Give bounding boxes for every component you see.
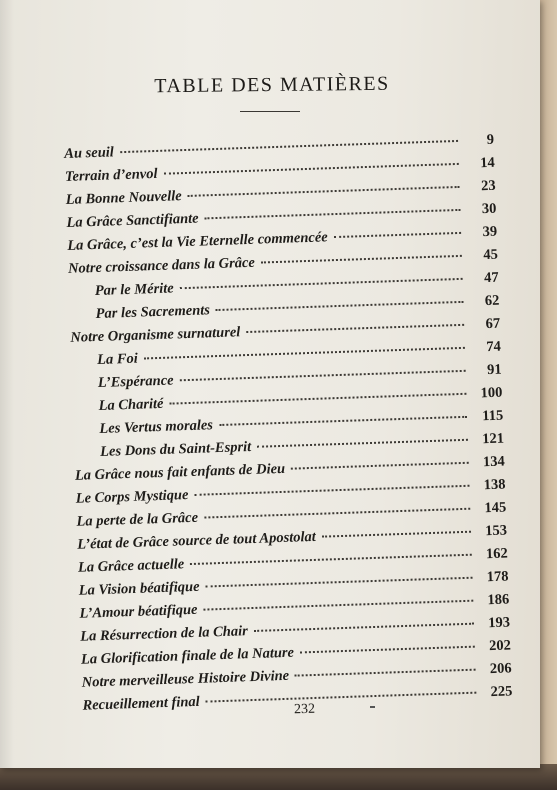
toc-entry-page: 67 [485,315,501,333]
dot-leader [261,255,462,264]
toc-entry-page: 47 [483,269,499,287]
dot-leader [120,140,458,153]
page-title: TABLE DES MATIÈRES [154,72,390,98]
toc-entry-page: 30 [481,200,497,218]
toc-entry-title: La perte de la Grâce [76,509,199,530]
toc-entry-title: Par les Sacrements [95,302,211,323]
dot-leader [254,623,474,632]
toc-entry-title: La Charité [98,395,164,414]
toc-entry-page: 145 [484,499,507,517]
dot-leader [190,554,472,565]
dot-leader [295,669,476,677]
dot-leader [322,531,471,538]
toc-entry-title: Recueillement final [82,693,200,714]
toc-entry-page: 202 [488,637,512,655]
toc-entry-title: La Foi [96,350,139,369]
dot-leader [205,577,472,588]
dot-leader [246,324,464,333]
toc-entry-title: La Bonne Nouvelle [65,188,182,208]
toc-entry-page: 45 [483,246,499,264]
toc-entry-title: Les Vertus morales [99,417,214,437]
toc-entry-page: 225 [490,683,513,701]
toc-entry-title: La Grâce nous fait enfants de Dieu [74,460,286,484]
toc-entry-page: 9 [486,131,495,148]
toc-entry-title: La Grâce Sanctifiante [66,210,199,231]
speck [370,706,375,708]
dot-leader [219,416,467,426]
toc-entry-page: 206 [489,660,512,678]
toc-entry-title: Les Dons du Saint-Esprit [99,438,252,460]
toc-entry-title: Notre merveilleuse Histoire Divine [81,667,290,691]
toc-entry-page: 193 [488,614,511,632]
dot-leader [169,393,466,405]
toc-entry-page: 74 [486,338,502,356]
toc-entry-page: 62 [484,292,500,310]
toc-entry-title: Terrain d’envol [64,165,158,185]
dot-leader [257,439,468,448]
dot-leader [163,163,458,175]
toc-entry-page: 100 [480,384,503,402]
toc-entry-title: Notre croissance dans la Grâce [67,254,256,277]
page-number: 232 [293,701,316,718]
toc-entry-title: Par le Mérite [94,280,174,300]
dot-leader [206,692,477,703]
dot-leader [144,347,465,360]
toc-entry-page: 138 [483,476,506,494]
toc-entry-title: La Grâce actuelle [77,556,185,576]
toc-entry-page: 186 [487,591,510,609]
toc-entry-page: 23 [480,177,496,195]
title-rule [240,111,300,112]
toc-entry-title: Le Corps Mystique [75,487,189,507]
toc-entry-title: Notre Organisme surnaturel [70,324,241,346]
dot-leader [216,301,464,311]
page-gutter-shadow [0,0,14,768]
dot-leader [194,485,469,496]
table-of-contents [64,132,513,721]
toc-entry-title: La Résurrection de la Chair [80,623,249,645]
toc-entry-title: La Glorification finale de la Nature [80,644,295,668]
dot-leader [204,508,470,519]
toc-entry-page: 162 [485,545,509,563]
dot-leader [180,278,463,289]
dot-leader [205,209,461,219]
toc-entry-page: 115 [481,407,504,425]
toc-entry-title: La Vision béatifique [78,578,200,599]
dot-leader [300,646,475,654]
toc-entry-title: La Grâce, c’est la Vie Eternelle commencée [67,229,328,254]
dot-leader [188,186,460,197]
dot-leader [291,462,469,470]
toc-entry-page: 39 [482,223,498,241]
toc-entry-page: 153 [484,522,508,540]
dot-leader [180,370,466,381]
toc-entry-page: 14 [480,154,496,172]
toc-entry-page: 121 [481,430,505,448]
toc-entry-page: 178 [486,568,509,586]
dot-leader [334,232,461,238]
toc-entry-title: L’Amour béatifique [79,601,198,622]
toc-entry-title: L’état de Grâce source de tout Apostolat [76,528,317,553]
toc-entry-title: Au seuil [64,144,115,162]
dot-leader [203,600,473,611]
toc-entry-page: 134 [482,453,505,471]
toc-entry-title: L’Espérance [97,372,174,392]
toc-entry-page: 91 [486,361,502,379]
